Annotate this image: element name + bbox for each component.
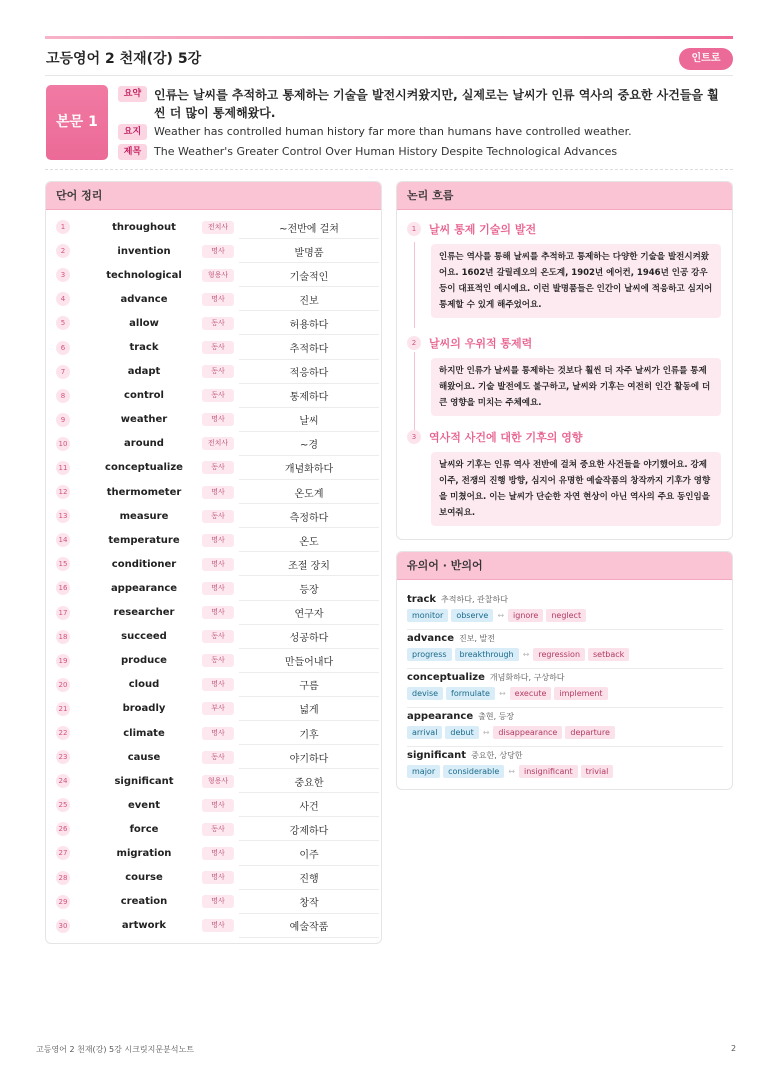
vocab-pos-badge: 동사 (202, 751, 234, 764)
synonym-divider (407, 707, 723, 708)
page-title: 고등영어 2 천재(강) 5강 (46, 51, 202, 67)
vocab-pos-badge: 동사 (202, 389, 234, 402)
vocab-row (54, 384, 373, 408)
vocab-pos-badge: 명사 (202, 871, 234, 884)
vocab-meaning: 날씨 (299, 416, 319, 428)
synonym-divider (407, 629, 723, 630)
antonym-chip: insignificant (519, 765, 578, 778)
vocab-meaning: 사건 (299, 801, 319, 813)
logic-title: 날씨의 우위적 통제력 (429, 337, 533, 350)
vocab-pos-badge: 명사 (202, 727, 234, 740)
opposite-arrow-icon: ↔ (522, 650, 530, 659)
vocab-pos-badge: 명사 (202, 606, 234, 619)
vocab-word: force (129, 823, 159, 835)
logic-title: 날씨 통제 기술의 발전 (429, 223, 537, 236)
vocab-number: 24 (56, 774, 70, 788)
vocab-number: 25 (56, 798, 70, 812)
antonym-chip: regression (533, 648, 585, 661)
vocab-word: weather (120, 414, 168, 426)
vocab-meaning: 개념화하다 (284, 464, 334, 476)
opposite-arrow-icon: ↔ (508, 767, 515, 776)
vocab-number: 15 (56, 557, 70, 571)
logic-title: 역사적 사건에 대한 기후의 영향 (429, 431, 583, 444)
vocab-number: 26 (56, 822, 70, 836)
vocab-word: throughout (112, 221, 176, 233)
vocab-word: migration (116, 847, 172, 859)
vocab-meaning: 진행 (299, 874, 319, 886)
vocab-number: 23 (56, 750, 70, 764)
synonym-chip: progress (407, 648, 452, 661)
vocab-word: adapt (127, 366, 161, 378)
vocab-word: event (128, 799, 160, 811)
vocab-meaning: 성공하다 (289, 633, 329, 645)
synonym-chip: breakthrough (455, 648, 519, 661)
vocab-heading: 단어 정리 (46, 182, 381, 210)
synonym-entry (407, 633, 723, 661)
synonym-panel (396, 551, 733, 790)
synonym-chip: devise (407, 687, 443, 700)
logic-heading: 논리 흐름 (397, 182, 732, 210)
synonym-meaning: 추적하다, 관찰하다 (441, 595, 508, 604)
vocab-row (54, 625, 373, 649)
vocab-number: 10 (56, 437, 70, 451)
antonym-chip: ignore (508, 609, 543, 622)
vocab-number: 1 (56, 220, 70, 234)
vocab-row (54, 432, 373, 456)
vocab-row (54, 360, 373, 384)
logic-section-2 (407, 334, 721, 416)
gist-tag: 요지 (118, 124, 147, 140)
vocab-meaning: 강제하다 (289, 825, 329, 837)
vocab-row (54, 456, 373, 480)
vocab-row (54, 601, 373, 625)
synonym-chip: major (407, 765, 440, 778)
vocab-row (54, 841, 373, 865)
vocab-list (46, 210, 381, 938)
vocab-row (54, 287, 373, 311)
vocab-pos-badge: 명사 (202, 293, 234, 306)
synonym-meaning: 출현, 등장 (478, 712, 515, 721)
vocab-pos-badge: 형용사 (202, 269, 234, 282)
synonym-word: appearance (407, 711, 474, 722)
vocab-pos-badge: 동사 (202, 510, 234, 523)
vocab-pos-badge: 명사 (202, 486, 234, 499)
vocab-number: 20 (56, 678, 70, 692)
vocab-number: 28 (56, 871, 70, 885)
vocab-word: technological (106, 269, 182, 281)
vocab-pos-badge: 명사 (202, 895, 234, 908)
vocab-number: 8 (56, 389, 70, 403)
vocab-meaning: 추적하다 (289, 344, 329, 356)
vocab-word: track (129, 342, 159, 354)
vocab-pos-badge: 명사 (202, 847, 234, 860)
vocab-number: 27 (56, 846, 70, 860)
vocab-number: 18 (56, 630, 70, 644)
vocab-meaning: 적응하다 (289, 368, 329, 380)
vocab-meaning: 중요한 (294, 777, 324, 789)
vocab-meaning: 측정하다 (289, 512, 329, 524)
vocab-row (54, 914, 373, 938)
logic-body: 날씨와 기후는 인류 역사 전반에 걸쳐 중요한 사건들을 야기했어요. 강제 이주, 전쟁의 진행 방향, 심지어 유명한 예술작품의 창작까지 기후가 영향을 미쳤어요. 이는 날씨가 단순한 자연 현상이 아닌 역사의 주요 동인임을 보여줘요. (431, 452, 721, 526)
gist-row (118, 124, 632, 140)
vocab-meaning: 조절 장치 (288, 560, 330, 572)
vocab-row (54, 817, 373, 841)
vocab-row (54, 745, 373, 769)
synonym-chip: arrival (407, 726, 442, 739)
synonym-entry (407, 711, 723, 739)
vocab-number: 12 (56, 485, 70, 499)
vocab-number: 4 (56, 292, 70, 306)
title-divider (45, 75, 733, 76)
vocab-meaning: 진보 (299, 295, 319, 307)
vocab-number: 7 (56, 365, 70, 379)
vocab-row (54, 215, 373, 239)
vocab-number: 19 (56, 654, 70, 668)
vocab-meaning: 온도 (299, 536, 319, 548)
vocab-pos-badge: 동사 (202, 461, 234, 474)
synonym-meaning: 개념화하다, 구상하다 (489, 673, 565, 682)
vocab-number: 5 (56, 316, 70, 330)
top-accent-bar (45, 36, 733, 39)
vocab-word: control (124, 390, 164, 402)
vocab-word: cloud (128, 679, 160, 691)
summary-row (118, 86, 729, 122)
vocab-row (54, 552, 373, 576)
page-number: 2 (731, 1044, 737, 1053)
vocab-pos-badge: 부사 (202, 702, 234, 715)
vocab-number: 22 (56, 726, 70, 740)
vocab-meaning: ~경 (299, 440, 319, 452)
vocab-row (54, 576, 373, 600)
vocab-word: researcher (113, 607, 175, 619)
vocab-word: produce (121, 655, 167, 667)
synonym-word: significant (407, 750, 467, 761)
vocab-meaning: 구름 (299, 681, 319, 693)
vocab-word: succeed (121, 631, 167, 643)
vocab-row (54, 721, 373, 745)
vocab-number: 21 (56, 702, 70, 716)
vocab-word: appearance (110, 582, 178, 594)
vocab-pos-badge: 동사 (202, 823, 234, 836)
intro-button[interactable]: 인트로 (679, 48, 733, 70)
title-text: The Weather's Greater Control Over Human History Despite Technological Advances (154, 145, 618, 158)
vocab-meaning: 허용하다 (289, 319, 329, 331)
vocab-pos-badge: 동사 (202, 365, 234, 378)
title-row (118, 144, 617, 160)
vocab-pos-badge: 명사 (202, 245, 234, 258)
synonym-word: conceptualize (407, 672, 485, 683)
vocab-row (54, 649, 373, 673)
vocab-word: thermometer (106, 486, 182, 498)
logic-number: 2 (407, 336, 421, 350)
vocab-word: conceptualize (105, 462, 183, 474)
vocab-row (54, 335, 373, 359)
vocab-word: cause (127, 751, 161, 763)
vocab-number: 16 (56, 581, 70, 595)
vocab-pos-badge: 명사 (202, 582, 234, 595)
vocab-word: broadly (122, 703, 166, 715)
synonym-heading: 유의어 · 반의어 (397, 552, 732, 580)
logic-number: 1 (407, 222, 421, 236)
summary-tag: 요약 (118, 86, 147, 102)
vocab-number: 29 (56, 895, 70, 909)
logic-body: 인류는 역사를 통해 날씨를 추적하고 통제하는 다양한 기술을 발전시켜왔어요. 1602년 갈릴레오의 온도계, 1902년 에어컨, 1946년 인공 강우 등이 대표적인 예시예요. 이런 발명품들은 인간이 날씨에 적응하고 심지어 통제할 수 있게 해주었어요. (431, 244, 721, 318)
synonym-word: advance (407, 633, 455, 644)
vocab-row (54, 528, 373, 552)
synonym-entry (407, 594, 723, 622)
vocab-number: 9 (56, 413, 70, 427)
synonym-divider (407, 746, 723, 747)
vocab-pos-badge: 명사 (202, 799, 234, 812)
vocab-word: temperature (108, 534, 180, 546)
vocab-row (54, 673, 373, 697)
vocab-pos-badge: 전치사 (202, 221, 234, 234)
synonym-entry (407, 750, 723, 778)
vocab-row (54, 793, 373, 817)
footer-text: 고등영어 2 천재(강) 5강 시크릿지문분석노트 (36, 1045, 194, 1054)
vocab-meaning: 예술작품 (289, 922, 329, 934)
antonym-chip: trivial (581, 765, 614, 778)
vocab-number: 3 (56, 268, 70, 282)
vocab-row (54, 769, 373, 793)
vocab-number: 2 (56, 244, 70, 258)
vocab-pos-badge: 형용사 (202, 775, 234, 788)
vocab-word: course (125, 872, 163, 884)
vocab-word: measure (119, 510, 169, 522)
section-label-badge: 본문 1 (46, 85, 108, 160)
vocab-meaning: 연구자 (294, 609, 324, 621)
synonym-chip: debut (445, 726, 478, 739)
vocab-pos-badge: 동사 (202, 341, 234, 354)
vocab-number: 14 (56, 533, 70, 547)
vocab-pos-badge: 명사 (202, 413, 234, 426)
logic-number: 3 (407, 430, 421, 444)
vocab-meaning: 발명품 (294, 247, 324, 259)
antonym-chip: execute (510, 687, 552, 700)
vocab-meaning: 기후 (299, 729, 319, 741)
vocab-row (54, 408, 373, 432)
vocab-pos-badge: 명사 (202, 534, 234, 547)
gist-text: Weather has controlled human history far more than humans have controlled weather. (154, 125, 632, 138)
antonym-chip: departure (565, 726, 615, 739)
summary-text: 인류는 날씨를 추적하고 통제하는 기술을 발전시켜왔지만, 실제로는 날씨가 인류 역사의 중요한 사건들을 훨씬 더 많이 통제해왔다. (154, 88, 719, 120)
antonym-chip: neglect (546, 609, 586, 622)
vocab-pos-badge: 명사 (202, 919, 234, 932)
vocab-number: 11 (56, 461, 70, 475)
vocab-meaning: 기술적인 (289, 271, 329, 283)
vocab-panel (45, 181, 382, 944)
vocab-row (54, 311, 373, 335)
vocab-row (54, 866, 373, 890)
synonym-word: track (407, 594, 437, 605)
vocab-word: allow (129, 317, 159, 329)
vocab-word: conditioner (111, 558, 177, 570)
synonym-chip: considerable (443, 765, 504, 778)
vocab-row (54, 504, 373, 528)
vocab-word: advance (120, 293, 168, 305)
opposite-arrow-icon: ↔ (482, 728, 490, 737)
vocab-pos-badge: 명사 (202, 678, 234, 691)
vocab-row (54, 239, 373, 263)
antonym-chip: implement (554, 687, 607, 700)
synonym-chip: observe (451, 609, 493, 622)
vocab-number: 6 (56, 341, 70, 355)
opposite-arrow-icon: ↔ (497, 611, 505, 620)
vocab-row (54, 697, 373, 721)
logic-body: 하지만 인류가 날씨를 통제하는 것보다 훨씬 더 자주 날씨가 인류를 통제해왔어요. 기술 발전에도 불구하고, 날씨와 기후는 여전히 인간 활동에 더 큰 영향을 미치는 주체예요. (431, 358, 721, 416)
vocab-number: 30 (56, 919, 70, 933)
synonym-meaning: 진보, 발전 (459, 634, 496, 643)
vocab-meaning: ~전반에 걸쳐 (279, 223, 339, 235)
vocab-pos-badge: 동사 (202, 317, 234, 330)
vocab-word: significant (114, 775, 174, 787)
vocab-meaning: 통제하다 (289, 392, 329, 404)
vocab-row-divider (239, 937, 379, 938)
vocab-word: artwork (121, 920, 167, 932)
vocab-meaning: 창작 (299, 898, 319, 910)
vocab-row (54, 480, 373, 504)
vocab-word: invention (117, 245, 171, 257)
vocab-word: around (124, 438, 164, 450)
vocab-pos-badge: 전치사 (202, 437, 234, 450)
vocab-row (54, 263, 373, 287)
vocab-number: 17 (56, 606, 70, 620)
synonym-entry (407, 672, 723, 700)
antonym-chip: setback (588, 648, 629, 661)
vocab-meaning: 이주 (299, 849, 319, 861)
vocab-row (54, 890, 373, 914)
vocab-number: 13 (56, 509, 70, 523)
synonym-chip: monitor (407, 609, 448, 622)
vocab-word: creation (120, 896, 168, 908)
logic-section-3 (407, 428, 721, 526)
logic-panel (396, 181, 733, 540)
vocab-meaning: 온도계 (294, 488, 324, 500)
vocab-word: climate (123, 727, 165, 739)
synonym-chip: formulate (446, 687, 495, 700)
vocab-meaning: 야기하다 (289, 753, 329, 765)
vocab-meaning: 등장 (299, 584, 319, 596)
vocab-meaning: 만들어내다 (284, 657, 334, 669)
title-tag: 제목 (118, 144, 147, 160)
synonym-divider (407, 668, 723, 669)
opposite-arrow-icon: ↔ (498, 689, 506, 698)
vocab-pos-badge: 명사 (202, 558, 234, 571)
vocab-meaning: 넓게 (299, 705, 319, 717)
antonym-chip: disappearance (493, 726, 562, 739)
synonym-meaning: 중요한, 상당한 (471, 751, 523, 760)
vocab-pos-badge: 동사 (202, 654, 234, 667)
summary-divider (45, 169, 733, 170)
vocab-pos-badge: 동사 (202, 630, 234, 643)
logic-section-1 (407, 220, 721, 318)
